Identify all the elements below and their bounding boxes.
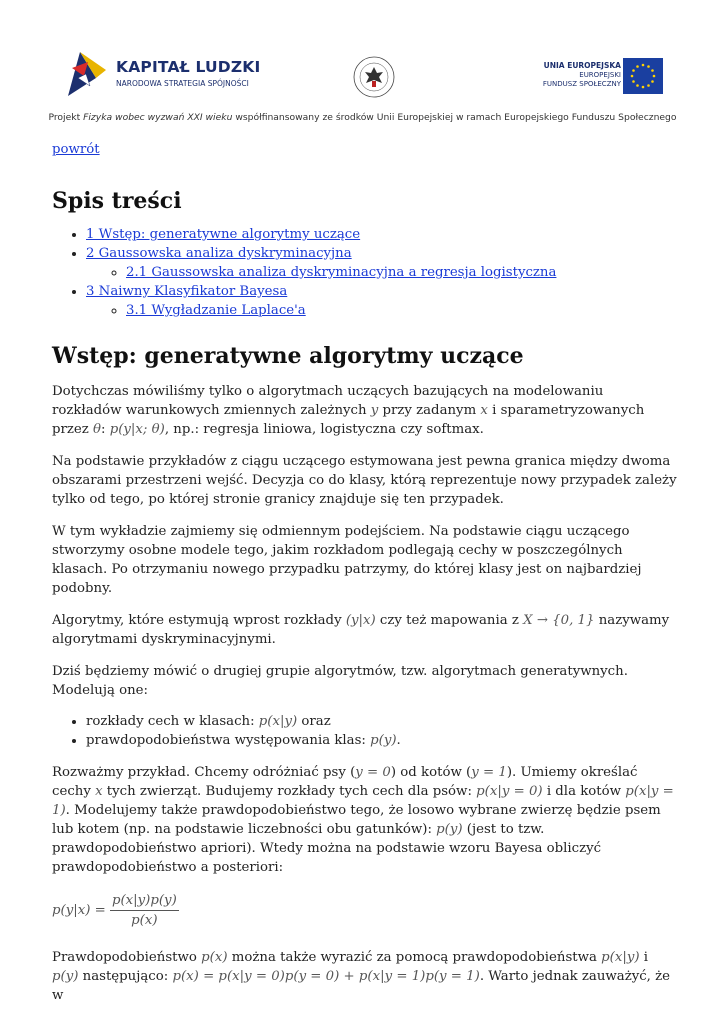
project-prefix: Projekt xyxy=(48,112,84,123)
math: p(x|y = 0) xyxy=(476,784,543,799)
text: Rozważmy przykład. Chcemy odróżniać psy ( xyxy=(52,765,356,780)
text: , np.: regresja liniowa, logistyczna czy softmax. xyxy=(164,422,484,437)
section-title: Wstęp: generatywne algorytmy uczące xyxy=(52,343,524,369)
toc-link-3-1[interactable]: 3.1 Wygładzanie Laplace'a xyxy=(126,303,306,318)
toc-link-3[interactable]: 3 Naiwny Klasyfikator Bayesa xyxy=(86,284,288,299)
eu-line1: UNIA EUROPEJSKA xyxy=(543,61,621,70)
paragraph-6 xyxy=(52,763,677,877)
text: prawdopodobieństwa występowania klas: xyxy=(86,733,371,748)
main-content xyxy=(52,140,677,1005)
back-link[interactable]: powrót xyxy=(52,142,100,157)
project-note xyxy=(0,112,725,123)
text: i xyxy=(639,950,649,965)
text: i dla kotów xyxy=(542,784,626,799)
text: i sparametryzowanych przez xyxy=(52,403,645,437)
math: y = 1 xyxy=(471,765,507,780)
toc-item xyxy=(86,225,677,244)
eu-text xyxy=(543,61,621,89)
kapital-ludzki-title: KAPITAŁ LUDZKI xyxy=(116,58,261,76)
eu-logo xyxy=(518,58,663,98)
toc-item xyxy=(126,301,677,320)
text: oraz xyxy=(297,714,331,729)
text: Prawdopodobieństwo xyxy=(52,950,202,965)
paragraph-3: W tym wykładzie zajmiemy się odmiennym podejściem. Na podstawie ciągu uczącego stworzymy osobne modele tego, jakim rozkładom podlegają cechy w poszczególnych klasach. Po otrzymaniu nowego przypadku patrzymy, do której klasy jest on najbardziej podobny. xyxy=(52,524,642,596)
math: p(y|x; θ) xyxy=(109,422,165,437)
formula-numerator: p(x|y)p(y) xyxy=(110,891,179,911)
math: p(y) xyxy=(52,969,79,984)
eu-flag-icon xyxy=(623,58,663,94)
math: p(x|y = 1) xyxy=(52,784,674,818)
bayes-formula xyxy=(52,891,677,930)
text: : xyxy=(101,422,110,437)
paragraph-5: Dziś będziemy mówić o drugiej grupie algorytmów, tzw. algorytmach generatywnych. Modelują one: xyxy=(52,664,628,698)
math: p(y) xyxy=(436,822,463,837)
kapital-ludzki-emblem-icon xyxy=(66,48,110,98)
toc-link-1[interactable]: 1 Wstęp: generatywne algorytmy uczące xyxy=(86,227,361,242)
university-seal-logo xyxy=(352,55,396,99)
text: nazywamy algorytmami dyskryminacyjnymi. xyxy=(52,613,670,647)
text: Dotychczas mówiliśmy tylko o algorytmach uczących bazujących na modelowaniu rozkładów warunkowych zmiennych zależnych xyxy=(52,384,604,418)
math: x xyxy=(480,403,488,418)
eu-line2: EUROPEJSKI xyxy=(579,71,621,79)
toc-item xyxy=(126,263,677,282)
paragraph-2: Na podstawie przykładów z ciągu uczącego estymowana jest pewna granica między dwoma obszarami przestrzeni wejść. Decyzja co do klasy, którą reprezentuje nowy przypadek zależy tylko od tego, po której stronie granicy znajduje się ten przypadek. xyxy=(52,454,677,507)
paragraph-7 xyxy=(52,948,677,1005)
formula-fraction xyxy=(110,891,179,930)
list-item xyxy=(86,712,677,731)
toc-item xyxy=(86,244,677,282)
math: p(y) xyxy=(370,733,397,748)
text: . xyxy=(396,733,401,748)
toc-item xyxy=(86,282,677,320)
bullet-list xyxy=(52,712,677,750)
math: p(x) xyxy=(201,950,228,965)
text: Algorytmy, które estymują wprost rozkłady xyxy=(52,613,346,628)
math: X → {0, 1} xyxy=(523,613,595,628)
toc-title: Spis treści xyxy=(52,188,182,214)
text: przy zadanym xyxy=(378,403,481,418)
math: x xyxy=(95,784,103,799)
formula-lhs: p(y|x) = xyxy=(52,903,106,918)
list-item xyxy=(86,731,677,750)
math: y xyxy=(370,403,379,418)
math: y = 0 xyxy=(355,765,391,780)
kapital-ludzki-subtitle: NARODOWA STRATEGIA SPÓJNOŚCI xyxy=(116,79,249,88)
math: p(x) = p(x|y = 0)p(y = 0) + p(x|y = 1)p(y = 1) xyxy=(172,969,480,984)
text: . Modelujemy także prawdopodobieństwo tego, że losowo wybrane zwierzę będzie psem lub kotem (np. na podstawie liczebności obu gatunków): xyxy=(52,803,661,837)
toc-sublist xyxy=(86,301,677,320)
math: θ xyxy=(92,422,101,437)
page-header xyxy=(0,0,725,135)
project-suffix: współfinansowany ze środków Unii Europejskiej w ramach Europejskiego Funduszu Społecznego xyxy=(232,112,677,123)
text: następująco: xyxy=(78,969,173,984)
toc-list xyxy=(52,225,677,320)
text: ) od kotów ( xyxy=(390,765,472,780)
text: ). Umiemy określać cechy xyxy=(52,765,638,799)
formula-denominator: p(x) xyxy=(131,913,158,928)
math: p(x|y) xyxy=(258,714,298,729)
paragraph-1 xyxy=(52,382,677,439)
text: można także wyrazić za pomocą prawdopodobieństwa xyxy=(227,950,602,965)
toc-sublist xyxy=(86,263,677,282)
toc-link-2-1[interactable]: 2.1 Gaussowska analiza dyskryminacyjna a regresja logistyczna xyxy=(126,265,557,280)
text: (jest to tzw. prawdopodobieństwo apriori). Wtedy można na podstawie wzoru Bayesa obliczyć prawdopodobieństwo a posteriori: xyxy=(52,822,602,875)
toc-link-2[interactable]: 2 Gaussowska analiza dyskryminacyjna xyxy=(86,246,352,261)
text: tych zwierząt. Budujemy rozkłady tych cech dla psów: xyxy=(102,784,477,799)
project-name: Fizyka wobec wyzwań XXI wieku xyxy=(83,112,233,123)
math: (y|x) xyxy=(345,613,376,628)
text: . Warto jednak zauważyć, że w xyxy=(52,969,671,1003)
kapital-ludzki-logo xyxy=(66,48,261,98)
paragraph-4 xyxy=(52,611,677,649)
math: p(x|y) xyxy=(601,950,640,965)
text: rozkłady cech w klasach: xyxy=(86,714,259,729)
text: czy też mapowania z xyxy=(375,613,524,628)
university-eagle-seal-icon xyxy=(352,55,396,99)
eu-line3: FUNDUSZ SPOŁECZNY xyxy=(542,80,621,88)
